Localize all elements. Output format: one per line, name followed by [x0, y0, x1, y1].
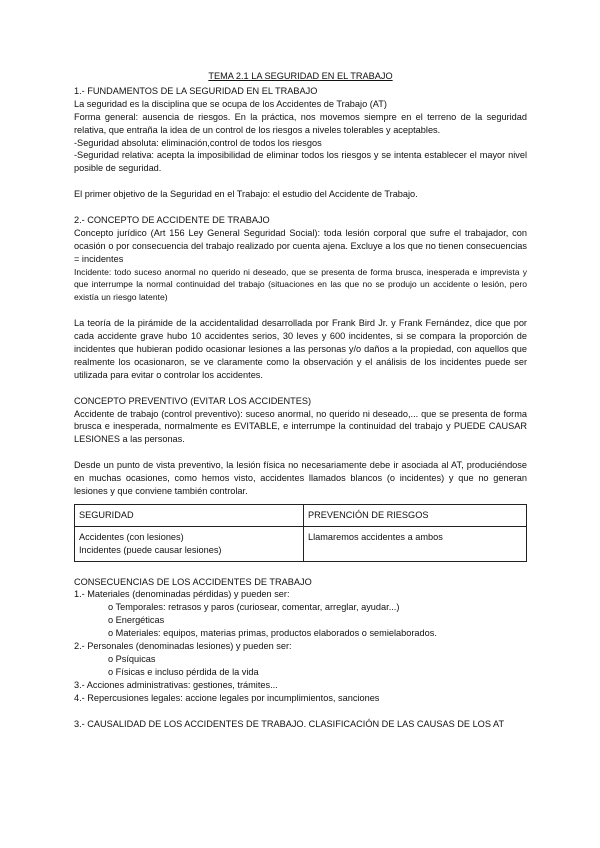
table-cell: Llamaremos accidentes a ambos: [304, 526, 527, 561]
table-row: [75, 526, 527, 561]
section-2-heading: 2.- CONCEPTO DE ACCIDENTE DE TRABAJO: [74, 214, 270, 225]
list-item: o Psíquicas: [108, 653, 156, 664]
preventive-heading: CONCEPTO PREVENTIVO (EVITAR LOS ACCIDENTES): [74, 395, 312, 406]
list-item: 4.- Repercusiones legales: accione legales por incumplimientos, sanciones: [74, 692, 380, 703]
paragraph: Incidente: todo suceso anormal no querido ni deseado, que se presenta de forma brusca, inesperada e imprevista y que interrumpe la normal continuidad del trabajo (situaciones en las que no se produjo un accidente o lesión, pero existía un riesgo latente): [74, 266, 527, 303]
list-item: o Físicas e incluso pérdida de la vida: [108, 666, 259, 677]
paragraph: La seguridad es la disciplina que se ocupa de los Accidentes de Trabajo (AT): [74, 98, 387, 109]
paragraph: -Seguridad relativa: acepta la imposibilidad de eliminar todos los riesgos y se intenta establecer el mayor nivel posible de seguridad.: [74, 150, 527, 174]
document-page: [74, 70, 527, 730]
comparison-table: [74, 504, 527, 562]
table-header-cell: SEGURIDAD: [75, 504, 304, 526]
list-item: 1.- Materiales (denominadas pérdidas) y pueden ser:: [74, 589, 290, 600]
table-header-row: [75, 504, 527, 526]
paragraph: El primer objetivo de la Seguridad en el Trabajo: el estudio del Accidente de Trabajo.: [74, 189, 418, 200]
paragraph: Accidente de trabajo (control preventivo): suceso anormal, no querido ni deseado,... que se presenta de forma brusca e inesperada, normalmente es EVITABLE, e interrumpe la continuidad del trabajo y PUEDE CAUSAR LESIONES a las personas.: [74, 408, 527, 445]
paragraph: -Seguridad absoluta: eliminación,control de todos los riesgos: [74, 137, 322, 148]
table-cell: [75, 526, 304, 561]
list-item: 2.- Personales (denominadas lesiones) y pueden ser:: [74, 641, 292, 652]
cell-line: Accidentes (con lesiones): [79, 531, 184, 542]
list-item: 3.- Acciones administrativas: gestiones, trámites...: [74, 679, 278, 690]
consequences-heading: CONSECUENCIAS DE LOS ACCIDENTES DE TRABAJO: [74, 576, 312, 587]
list-item: o Energéticas: [108, 615, 165, 626]
paragraph: Concepto jurídico (Art 156 Ley General Seguridad Social): toda lesión corporal que sufre el trabajador, con ocasión o por consecuencia del trabajo realizado por cuenta ajena. Excluye a los que no tienen consecuencias = incidentes: [74, 227, 527, 264]
paragraph: La teoría de la pirámide de la accidentalidad desarrollada por Frank Bird Jr. y Frank Fernández, dice que por cada accidente grave hubo 10 accidentes serios, 30 leves y 600 incidentes, si se compara la proporción de incidentes que hubieran podido ocasionar lesiones a las personas y/o daños a la propiedad, con aquellos que realmente los ocasionaron, se ve claramente como la observación y el análisis de los incidentes puede ser utilizada para evitar o controlar los accidentes.: [74, 318, 527, 380]
table-header-cell: PREVENCIÓN DE RIESGOS: [304, 504, 527, 526]
section-3-heading: 3.- CAUSALIDAD DE LOS ACCIDENTES DE TRABAJO. CLASIFICACIÓN DE LAS CAUSAS DE LOS AT: [74, 718, 505, 729]
paragraph: Desde un punto de vista preventivo, la lesión física no necesariamente debe ir asociada al AT, produciéndose en muchas ocasiones, como hemos visto, accidentes llamados blancos (o incidentes) y que no generan lesiones y que conviene también controlar.: [74, 460, 527, 496]
paragraph: Forma general: ausencia de riesgos. En la práctica, nos movemos siempre en el terreno de la seguridad relativa, que entraña la idea de un control de los riesgos a niveles tolerables y aceptables.: [74, 111, 527, 135]
cell-line: Incidentes (puede causar lesiones): [79, 544, 222, 555]
section-1-heading: 1.- FUNDAMENTOS DE LA SEGURIDAD EN EL TRABAJO: [74, 85, 318, 96]
document-title: TEMA 2.1 LA SEGURIDAD EN EL TRABAJO: [208, 71, 393, 81]
list-item: o Temporales: retrasos y paros (curiosear, comentar, arreglar, ayudar...): [108, 602, 400, 613]
list-item: o Materiales: equipos, materias primas, productos elaborados o semielaborados.: [108, 628, 437, 639]
